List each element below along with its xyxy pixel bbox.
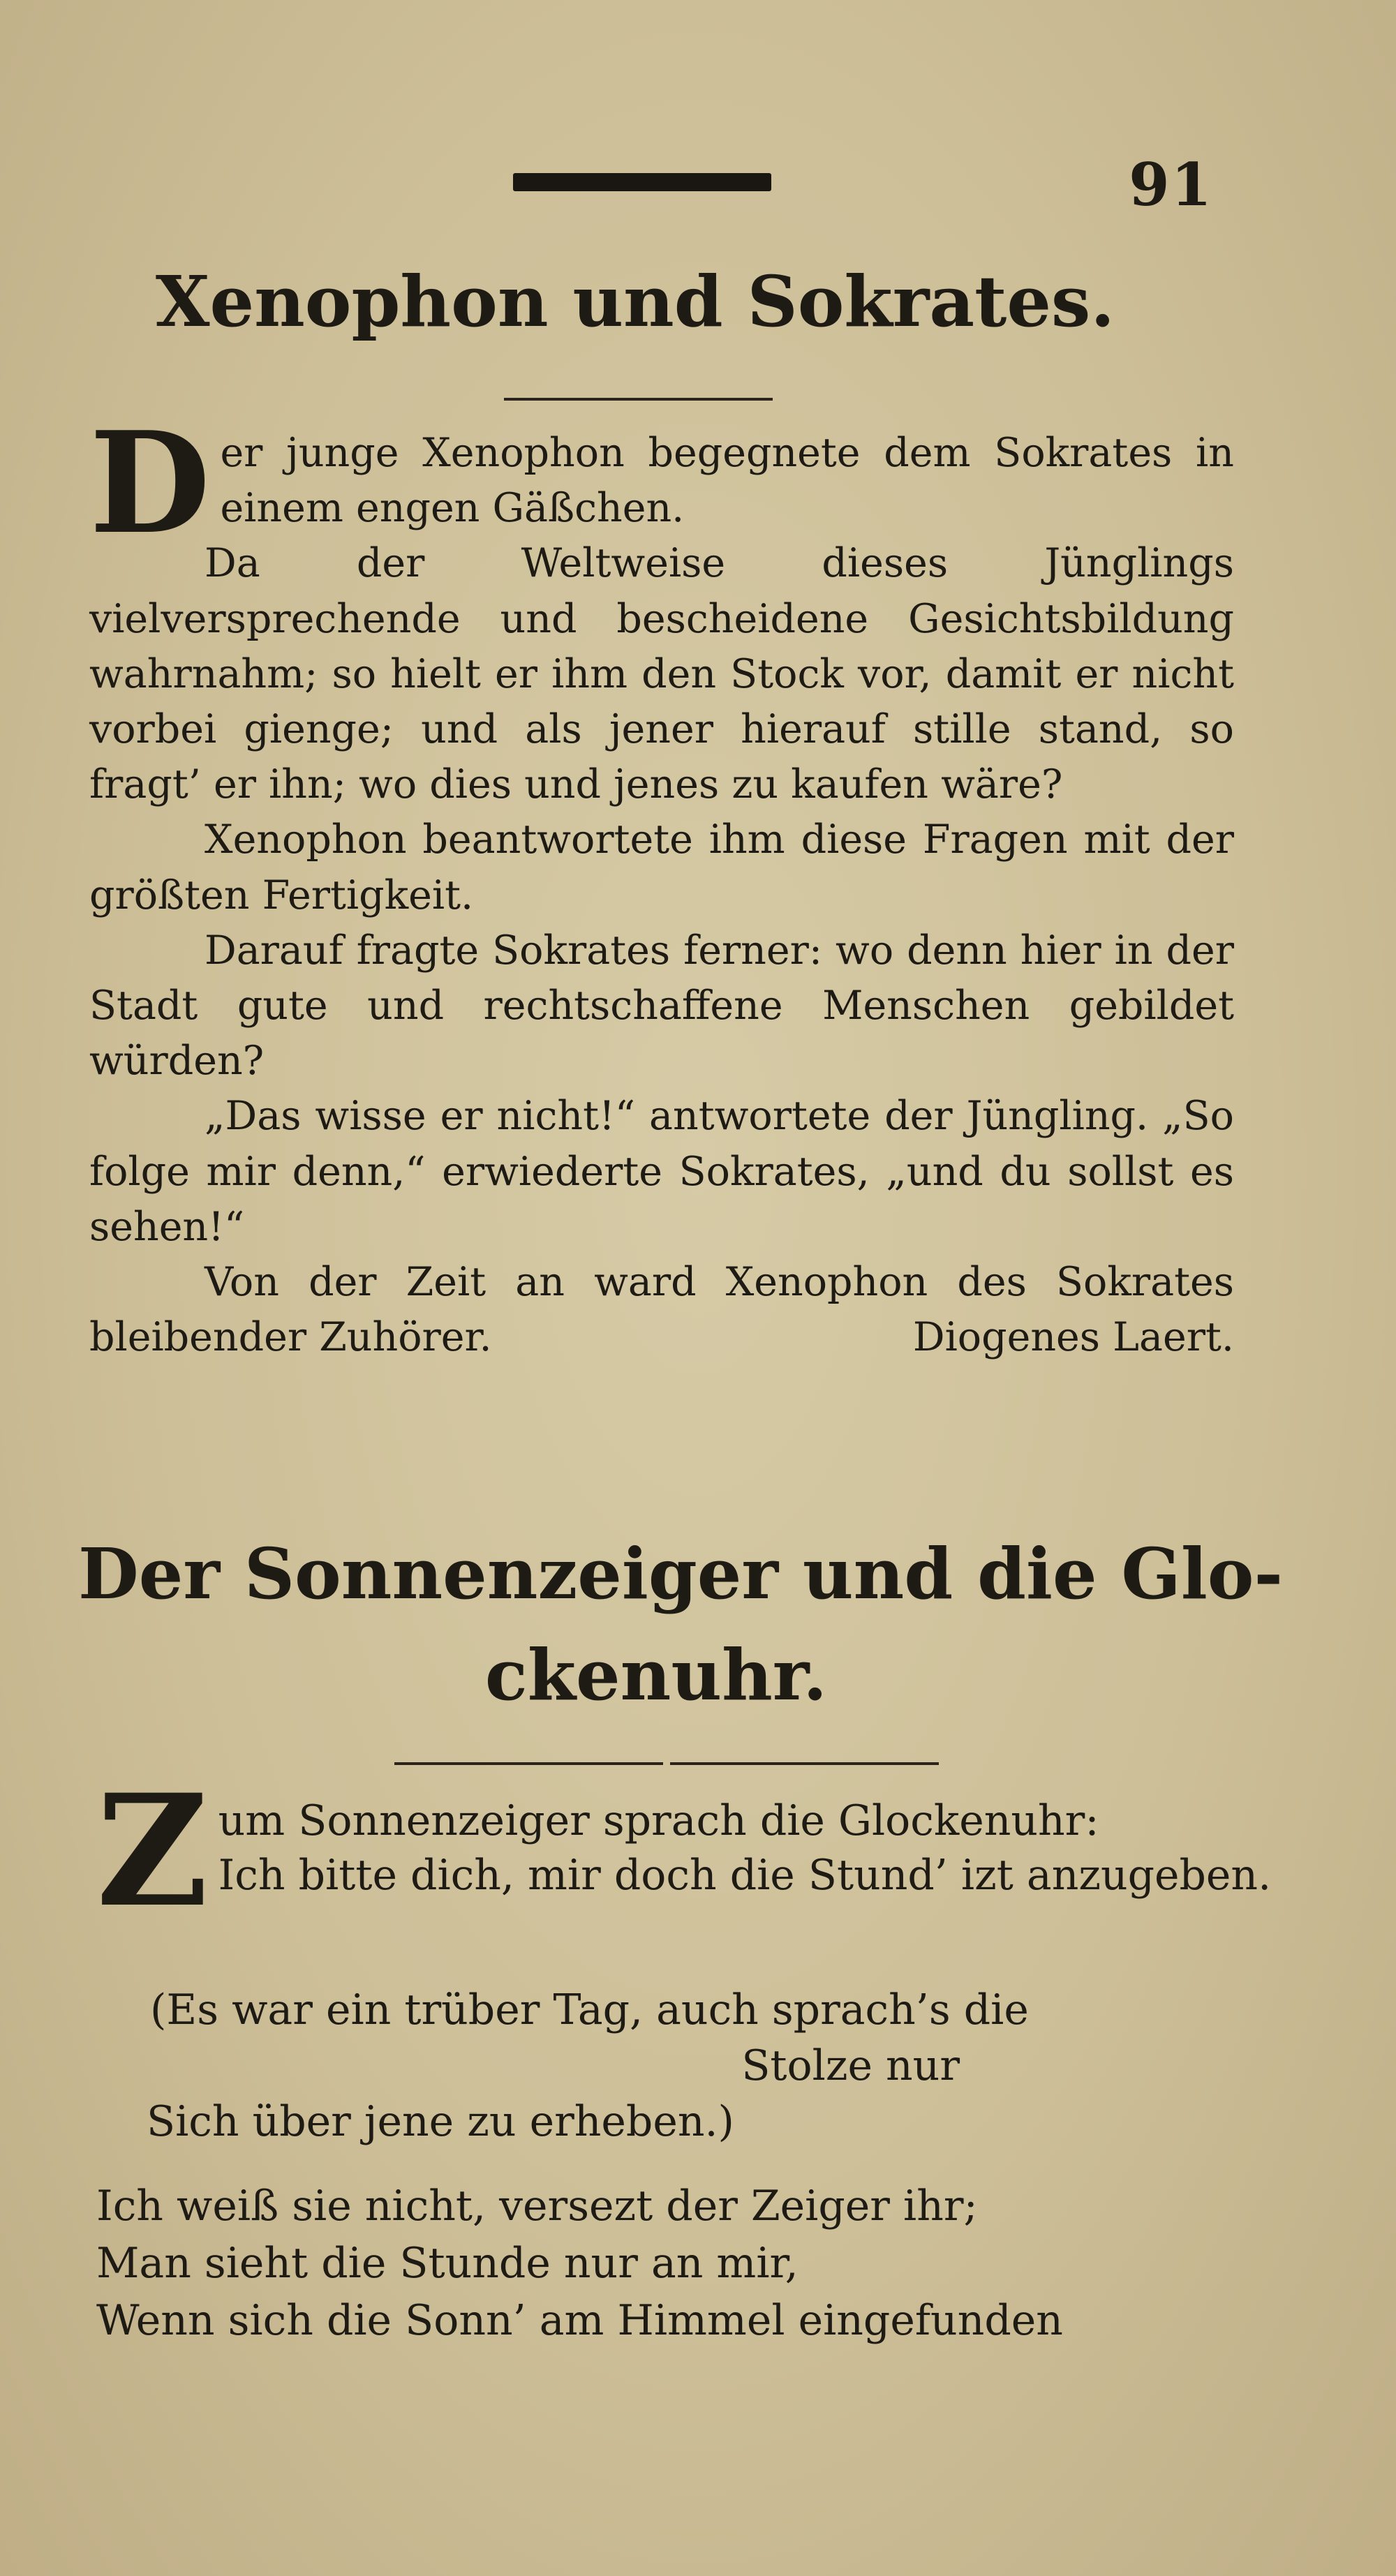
- verse-line: Wenn sich die Sonn’ am Himmel eingefunden: [96, 2296, 1063, 2345]
- title-underline-2b: [670, 1762, 939, 1765]
- paragraph-4: Darauf fragte Sokrates ferner: wo denn hier in der Stadt gute und rechtschaffene Menschen gebildet würden?: [89, 927, 1234, 1085]
- header-rule: [513, 173, 771, 191]
- verse-line: Sich über jene zu erheben.): [147, 2097, 734, 2146]
- page-number: 91: [1129, 150, 1213, 219]
- dropcap-d: D: [89, 401, 211, 565]
- verse-line: Man sieht die Stunde nur an mir,: [96, 2239, 799, 2288]
- paragraph-5: „Das wisse er nicht!“ antwortete der Jüngling. „So folge mir denn,“ erwiederte Sokrates, „und du sollst es sehen!“: [89, 1093, 1234, 1250]
- title-underline: [504, 398, 773, 401]
- verse-line: um Sonnenzeiger sprach die Glockenuhr:: [218, 1796, 1099, 1845]
- source-citation: Diogenes Laert.: [912, 1314, 1234, 1361]
- paragraph-2: Da der Weltweise dieses Jünglings vielversprechende und bescheidene Gesichtsbildung wahrnahm; so hielt er ihm den Stock vor, damit er nicht vorbei gienge; und als jener hierauf stille stand, so fragt’ er ihn; wo dies und jenes zu kaufen wäre?: [89, 540, 1234, 808]
- paragraph-3: Xenophon beantwortete ihm diese Fragen mit der größten Fertigkeit.: [89, 817, 1234, 918]
- section-body-xenophon: [89, 401, 1234, 1365]
- verse-line: (Es war ein trüber Tag, auch sprach’s die: [150, 1986, 1029, 2034]
- paragraph-6: Von der Zeit an ward Xenophon des Sokrates bleibender Zuhörer. Diogenes Laert.: [89, 1255, 1234, 1365]
- verse-stanza-1: [96, 1760, 1272, 1941]
- section-title-sonnenzeiger-line1: Der Sonnenzeiger und die Glo-: [77, 1533, 1284, 1615]
- dropcap-z: Z: [96, 1760, 209, 1941]
- verse-stanza-2: [96, 2177, 1241, 2349]
- verse-line: Stolze nur: [741, 2041, 960, 2090]
- verse-line: Ich weiß sie nicht, versezt der Zeiger ihr;: [96, 2182, 978, 2231]
- section-title-sonnenzeiger-line2: ckenuhr.: [484, 1634, 828, 1716]
- paragraph-1: Der junge Xenophon begegnete dem Sokrates in einem engen Gäßchen.: [89, 401, 1234, 565]
- parenthetical-stanza: [147, 1982, 1239, 2150]
- verse-line: Ich bitte dich, mir doch die Stund’ izt anzugeben.: [218, 1851, 1272, 1900]
- section-title-xenophon: Xenophon und Sokrates.: [155, 260, 1115, 343]
- title-underline-2a: [394, 1762, 663, 1765]
